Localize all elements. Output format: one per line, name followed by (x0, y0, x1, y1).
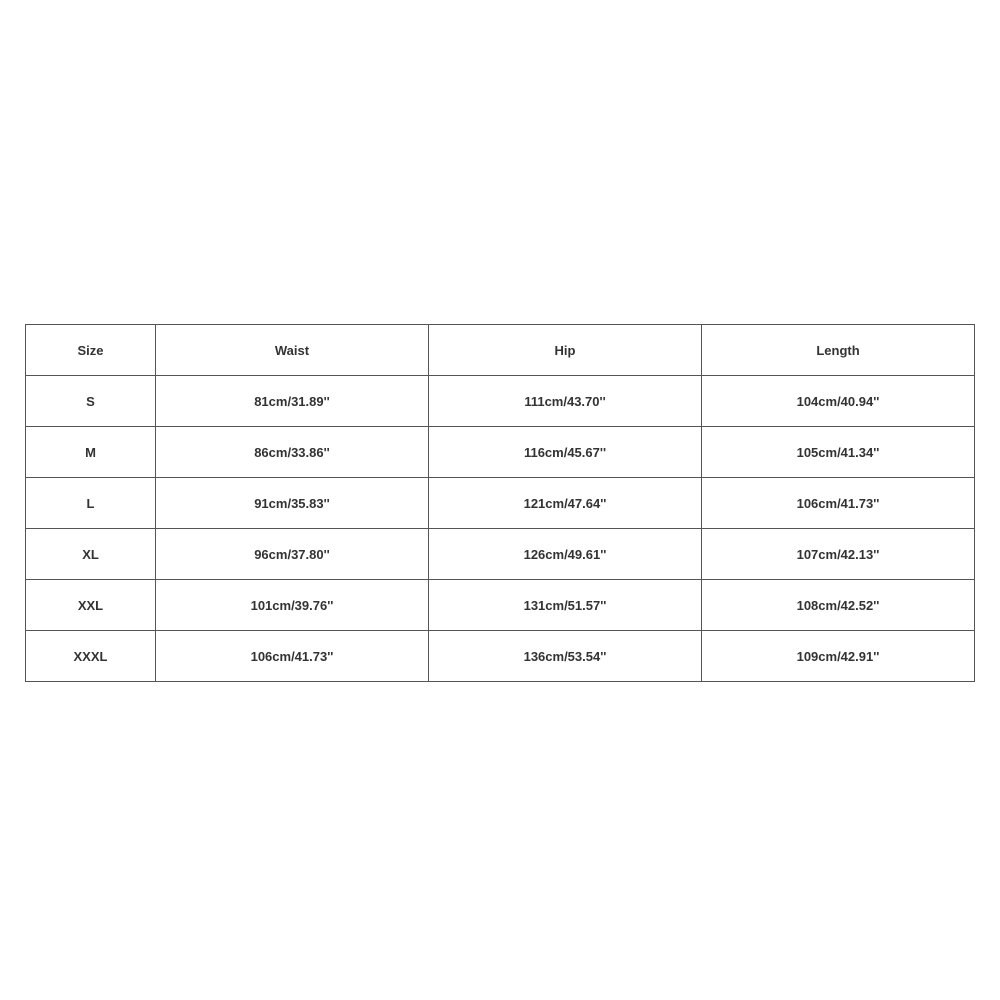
table-row (26, 478, 975, 529)
waist-cell: 91cm/35.83'' (156, 478, 429, 529)
waist-cell: 106cm/41.73'' (156, 631, 429, 682)
hip-cell: 116cm/45.67'' (429, 427, 702, 478)
size-cell: S (26, 376, 156, 427)
size-cell: XXL (26, 580, 156, 631)
table-row (26, 631, 975, 682)
hip-cell: 121cm/47.64'' (429, 478, 702, 529)
size-chart-table (25, 324, 975, 682)
waist-cell: 81cm/31.89'' (156, 376, 429, 427)
waist-cell: 101cm/39.76'' (156, 580, 429, 631)
hip-cell: 111cm/43.70'' (429, 376, 702, 427)
hip-cell: 131cm/51.57'' (429, 580, 702, 631)
header-row (26, 325, 975, 376)
table-row (26, 427, 975, 478)
hip-cell: 126cm/49.61'' (429, 529, 702, 580)
size-cell: XL (26, 529, 156, 580)
size-cell: M (26, 427, 156, 478)
length-cell: 106cm/41.73'' (702, 478, 975, 529)
size-cell: XXXL (26, 631, 156, 682)
length-cell: 107cm/42.13'' (702, 529, 975, 580)
waist-cell: 86cm/33.86'' (156, 427, 429, 478)
table-row (26, 376, 975, 427)
hip-cell: 136cm/53.54'' (429, 631, 702, 682)
length-cell: 105cm/41.34'' (702, 427, 975, 478)
header-waist: Waist (156, 325, 429, 376)
header-hip: Hip (429, 325, 702, 376)
waist-cell: 96cm/37.80'' (156, 529, 429, 580)
size-cell: L (26, 478, 156, 529)
header-size: Size (26, 325, 156, 376)
header-length: Length (702, 325, 975, 376)
length-cell: 109cm/42.91'' (702, 631, 975, 682)
table-row (26, 529, 975, 580)
length-cell: 108cm/42.52'' (702, 580, 975, 631)
table-row (26, 580, 975, 631)
length-cell: 104cm/40.94'' (702, 376, 975, 427)
